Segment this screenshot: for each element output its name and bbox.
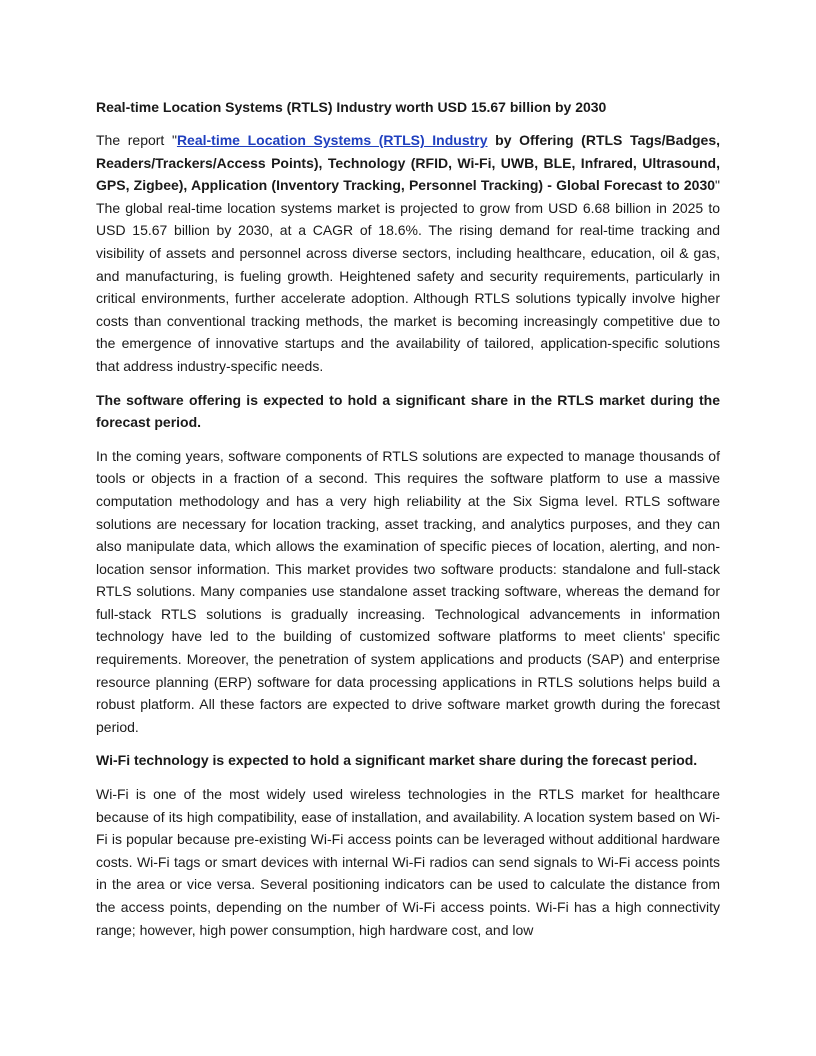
- intro-quote-close: ": [715, 177, 720, 194]
- report-title-rest: by Offering (RTLS Tags/Badges, Readers/Trackers/Access Points), Technology (RFID, Wi-Fi, UWB, BLE, Infrared, Ultrasound, GPS, Zigbee), Application (Inventory Tracking, Personnel Tracking) - Global Forecast to 2030: [96, 132, 721, 194]
- section-heading-wifi: Wi-Fi technology is expected to hold a significant market share during the forecast period.: [96, 752, 698, 769]
- intro-body: The global real-time location systems market is projected to grow from USD 6.68 billion in 2025 to USD 15.67 billion by 2030, at a CAGR of 18.6%. The rising demand for real-time tracking and visibility of assets and personnel across diverse sectors, including healthcare, education, oil & gas, and manufacturing, is fueling growth. Heightened safety and security requirements, particularly in critical environments, further accelerate adoption. Although RTLS solutions typically involve higher costs than conventional tracking methods, the market is becoming increasingly competitive due to the emergence of innovative startups and the availability of tailored, application-specific solutions that address industry-specific needs.: [96, 199, 720, 374]
- intro-prefix: The report ": [96, 132, 177, 148]
- section-heading-software: The software offering is expected to hold a significant share in the RTLS market during the forecast period.: [96, 391, 720, 431]
- intro-paragraph: [96, 129, 720, 378]
- document-page: [96, 96, 720, 952]
- section-body-wifi: Wi-Fi is one of the most widely used wireless technologies in the RTLS market for healthcare because of its high compatibility, ease of installation, and availability. A location system based on Wi-Fi is popular because pre-existing Wi-Fi access points can be leveraged without additional hardware costs. Wi-Fi tags or smart devices with internal Wi-Fi radios can send signals to Wi-Fi access points in the area or vice versa. Several positioning indicators can be used to calculate the distance from the access points, depending on the number of Wi-Fi access points. Wi-Fi has a high connectivity range; however, high power consumption, high hardware cost, and low: [96, 786, 720, 938]
- report-link[interactable]: Real-time Location Systems (RTLS) Industry: [176, 132, 488, 148]
- section-body-software: In the coming years, software components of RTLS solutions are expected to manage thousands of tools or objects in a fraction of a second. This requires the software platform to use a massive computation methodology and has a very high reliability at the Six Sigma level. RTLS software solutions are necessary for location tracking, asset tracking, and analytics purposes, and they can also manipulate data, which allows the examination of specific pieces of location, alerting, and non-location sensor information. This market provides two software products: standalone and full-stack RTLS solutions. Many companies use standalone asset tracking software, whereas the demand for full-stack RTLS solutions is gradually increasing. Technological advancements in information technology have led to the building of customized software platforms to meet clients' specific requirements. Moreover, the penetration of system applications and products (SAP) and enterprise resource planning (ERP) software for data processing applications in RTLS solutions helps build a robust platform. All these factors are expected to drive software market growth during the forecast period.: [96, 447, 720, 735]
- document-title: Real-time Location Systems (RTLS) Industry worth USD 15.67 billion by 2030: [96, 99, 607, 115]
